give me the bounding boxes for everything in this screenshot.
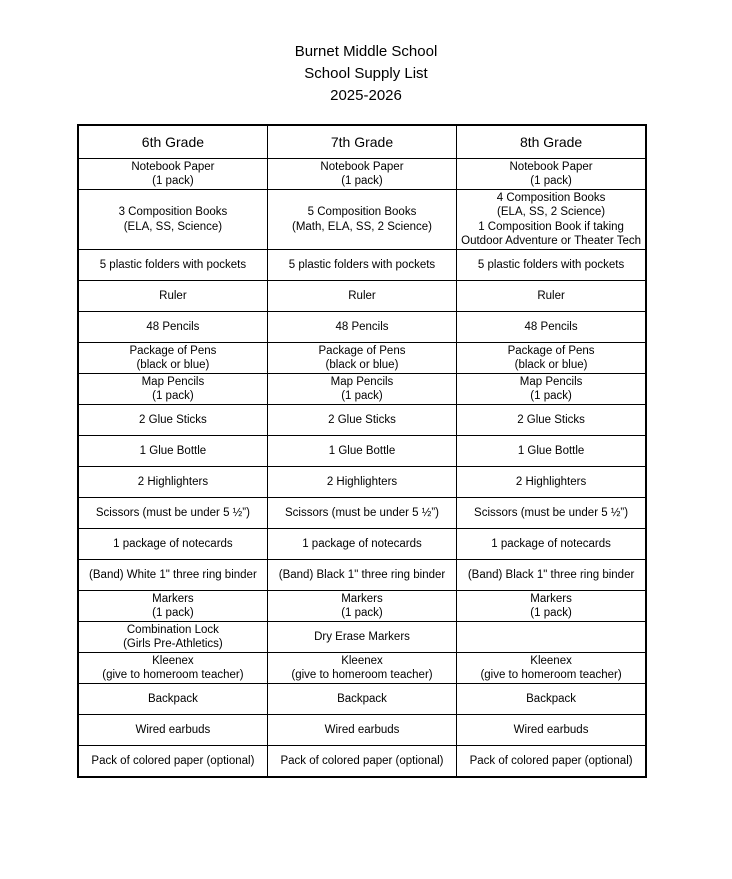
grade-header-6th: 6th Grade — [78, 125, 267, 159]
supply-item-line: 4 Composition Books — [496, 191, 606, 204]
supply-cell-8th — [457, 436, 646, 467]
supply-item-line: Markers — [152, 592, 194, 605]
supply-item-line: (Band) Black 1" three ring binder — [278, 568, 446, 581]
supply-item-line: Pack of colored paper (optional) — [469, 754, 633, 767]
supply-item-line: 1 Glue Bottle — [328, 444, 396, 457]
supply-item-line: (give to homeroom teacher) — [102, 669, 244, 681]
supply-cell-7th — [267, 190, 456, 250]
supply-item-line: Backpack — [147, 692, 198, 705]
supply-item-line: Kleenex — [530, 654, 572, 667]
supply-cell-7th — [267, 715, 456, 746]
supply-item-line: Notebook Paper — [509, 160, 593, 173]
supply-item-line: (Math, ELA, SS, 2 Science) — [292, 220, 432, 233]
table-row — [78, 684, 646, 715]
table-row — [78, 190, 646, 250]
supply-item-line: 1 package of notecards — [491, 537, 611, 550]
supply-cell-7th — [267, 746, 456, 778]
supply-cell-6th — [78, 467, 267, 498]
supply-item-line: 48 Pencils — [146, 320, 200, 333]
supply-item-line: Scissors (must be under 5 ½”) — [95, 506, 250, 519]
table-row — [78, 529, 646, 560]
table-row — [78, 653, 646, 684]
table-row — [78, 436, 646, 467]
supply-item-line: (Band) Black 1" three ring binder — [467, 568, 635, 581]
supply-item-line: 48 Pencils — [335, 320, 389, 333]
supply-item-line: Map Pencils — [141, 375, 205, 388]
supply-item-line: Notebook Paper — [320, 160, 404, 173]
supply-item-line: (black or blue) — [514, 359, 588, 371]
supply-cell-7th — [267, 374, 456, 405]
supply-cell-6th — [78, 190, 267, 250]
supply-cell-8th — [457, 715, 646, 746]
supply-cell-8th — [457, 405, 646, 436]
supply-cell-6th — [78, 684, 267, 715]
supply-item-line: (1 pack) — [530, 607, 572, 619]
supply-item-line: (1 pack) — [530, 175, 572, 187]
supply-item-line: 5 Composition Books — [307, 206, 417, 218]
supply-cell-8th — [457, 190, 646, 250]
supply-item-line: (1 pack) — [341, 390, 383, 402]
supply-item-line: Notebook Paper — [131, 160, 215, 173]
supply-item-line: Wired earbuds — [135, 723, 211, 736]
supply-cell-6th — [78, 498, 267, 529]
supply-item-line: Wired earbuds — [513, 723, 589, 736]
supply-cell-8th — [457, 591, 646, 622]
supply-cell-6th — [78, 159, 267, 190]
supply-cell-7th — [267, 622, 456, 653]
supply-item-line: (1 pack) — [341, 175, 383, 187]
supply-cell-6th — [78, 374, 267, 405]
table-row — [78, 715, 646, 746]
table-row — [78, 467, 646, 498]
supply-cell-8th — [457, 684, 646, 715]
supply-cell-6th — [78, 436, 267, 467]
supply-item-line: Ruler — [348, 289, 376, 302]
supply-cell-7th — [267, 529, 456, 560]
supply-list-table — [77, 124, 647, 778]
school-year: 2025-2026 — [330, 87, 402, 104]
supply-cell-8th — [457, 560, 646, 591]
supply-item-line: (1 pack) — [341, 607, 383, 619]
supply-cell-8th — [457, 529, 646, 560]
supply-item-line: Backpack — [526, 692, 576, 705]
supply-cell-6th — [78, 653, 267, 684]
supply-cell-7th — [267, 653, 456, 684]
supply-cell-7th — [267, 684, 456, 715]
supply-cell-6th — [78, 405, 267, 436]
supply-item-line: Package of Pens — [507, 344, 595, 357]
supply-item-line: Ruler — [537, 289, 565, 302]
supply-item-line: (black or blue) — [325, 359, 399, 371]
supply-item-line: Map Pencils — [330, 375, 394, 388]
supply-item-line: 2 Highlighters — [515, 475, 587, 488]
supply-item-line: Package of Pens — [318, 344, 406, 357]
supply-cell-8th — [457, 498, 646, 529]
supply-cell-6th — [78, 312, 267, 343]
supply-item-line: 2 Glue Sticks — [139, 413, 207, 426]
supply-cell-7th — [267, 560, 456, 591]
supply-item-line: 2 Highlighters — [137, 475, 209, 488]
document-title: School Supply List — [304, 65, 428, 82]
supply-item-line: Map Pencils — [519, 375, 583, 388]
supply-cell-7th — [267, 498, 456, 529]
supply-item-line: Markers — [530, 592, 572, 605]
supply-cell-8th — [457, 374, 646, 405]
supply-item-line: (Girls Pre-Athletics) — [123, 638, 223, 650]
supply-item-line: (1 pack) — [152, 390, 194, 402]
supply-item-line: (1 pack) — [152, 607, 194, 619]
supply-cell-8th — [457, 467, 646, 498]
supply-item-line: Outdoor Adventure or Theater Tech — [461, 235, 641, 247]
supply-item-line: 2 Glue Sticks — [328, 413, 396, 426]
supply-item-line: 2 Highlighters — [326, 475, 398, 488]
supply-cell-6th — [78, 715, 267, 746]
supply-item-line: 5 plastic folders with pockets — [99, 258, 247, 271]
supply-cell-6th — [78, 529, 267, 560]
grade-header-7th: 7th Grade — [267, 125, 456, 159]
supply-item-line: Markers — [341, 592, 383, 605]
supply-cell-7th — [267, 281, 456, 312]
supply-item-line: (Band) White 1" three ring binder — [89, 568, 257, 581]
supply-item-line: (give to homeroom teacher) — [291, 669, 433, 681]
supply-cell-6th — [78, 250, 267, 281]
supply-item-line: Combination Lock — [126, 623, 219, 636]
supply-item-line: 1 package of notecards — [302, 537, 422, 550]
supply-item-line: (ELA, SS, Science) — [123, 220, 223, 233]
supply-item-line: 2 Glue Sticks — [517, 413, 585, 426]
supply-item-line: 3 Composition Books — [118, 206, 228, 218]
table-row — [78, 591, 646, 622]
supply-rows — [78, 159, 646, 778]
supply-cell-7th — [267, 312, 456, 343]
supply-item-line: Scissors (must be under 5 ½”) — [284, 506, 439, 519]
table-row — [78, 281, 646, 312]
supply-cell-8th — [457, 281, 646, 312]
supply-item-line: 48 Pencils — [524, 320, 578, 333]
supply-item-line: 1 package of notecards — [113, 537, 233, 550]
supply-item-line: Kleenex — [341, 654, 383, 667]
supply-item-line: (1 pack) — [152, 175, 194, 187]
supply-cell-7th — [267, 250, 456, 281]
table-row — [78, 250, 646, 281]
supply-item-line: 5 plastic folders with pockets — [477, 258, 625, 271]
supply-item-line: (ELA, SS, 2 Science) — [497, 206, 606, 218]
supply-item-line: (black or blue) — [136, 359, 210, 371]
school-name: Burnet Middle School — [294, 43, 438, 60]
supply-cell-6th — [78, 343, 267, 374]
supply-cell-7th — [267, 591, 456, 622]
supply-cell-8th — [457, 250, 646, 281]
supply-item-line: 1 Glue Bottle — [517, 444, 585, 457]
supply-cell-7th — [267, 343, 456, 374]
supply-cell-6th — [78, 281, 267, 312]
grade-header-8th: 8th Grade — [457, 125, 646, 159]
table-row — [78, 498, 646, 529]
supply-cell-8th — [457, 653, 646, 684]
supply-item-line: Backpack — [337, 692, 387, 705]
supply-cell-8th — [457, 622, 646, 653]
table-row — [78, 374, 646, 405]
supply-item-line: Dry Erase Markers — [314, 630, 410, 643]
grade-header-row — [78, 125, 646, 159]
document-header — [0, 41, 732, 107]
supply-item-line: 5 plastic folders with pockets — [288, 258, 436, 271]
supply-item-line: Ruler — [159, 289, 187, 302]
supply-cell-6th — [78, 622, 267, 653]
supply-item-line: Pack of colored paper (optional) — [280, 754, 444, 767]
supply-cell-8th — [457, 312, 646, 343]
table-row — [78, 405, 646, 436]
supply-cell-7th — [267, 405, 456, 436]
supply-cell-7th — [267, 436, 456, 467]
supply-cell-6th — [78, 746, 267, 778]
supply-cell-8th — [457, 746, 646, 778]
supply-cell-7th — [267, 467, 456, 498]
table-row — [78, 622, 646, 653]
supply-item-line: (give to homeroom teacher) — [480, 669, 622, 681]
supply-item-line: Wired earbuds — [324, 723, 400, 736]
supply-item-line: Kleenex — [152, 654, 194, 667]
supply-item-line: Pack of colored paper (optional) — [91, 754, 255, 767]
supply-cell-6th — [78, 560, 267, 591]
supply-item-line: Scissors (must be under 5 ½”) — [474, 506, 629, 519]
table-row — [78, 312, 646, 343]
supply-cell-6th — [78, 591, 267, 622]
table-row — [78, 159, 646, 190]
supply-item-line: Package of Pens — [129, 344, 217, 357]
supply-item-line: 1 Glue Bottle — [139, 444, 207, 457]
supply-cell-7th — [267, 159, 456, 190]
table-row — [78, 746, 646, 778]
supply-cell-8th — [457, 159, 646, 190]
table-row — [78, 343, 646, 374]
supply-item-line: (1 pack) — [530, 390, 572, 402]
table-row — [78, 560, 646, 591]
supply-cell-8th — [457, 343, 646, 374]
supply-item-line: 1 Composition Book if taking — [478, 220, 624, 233]
